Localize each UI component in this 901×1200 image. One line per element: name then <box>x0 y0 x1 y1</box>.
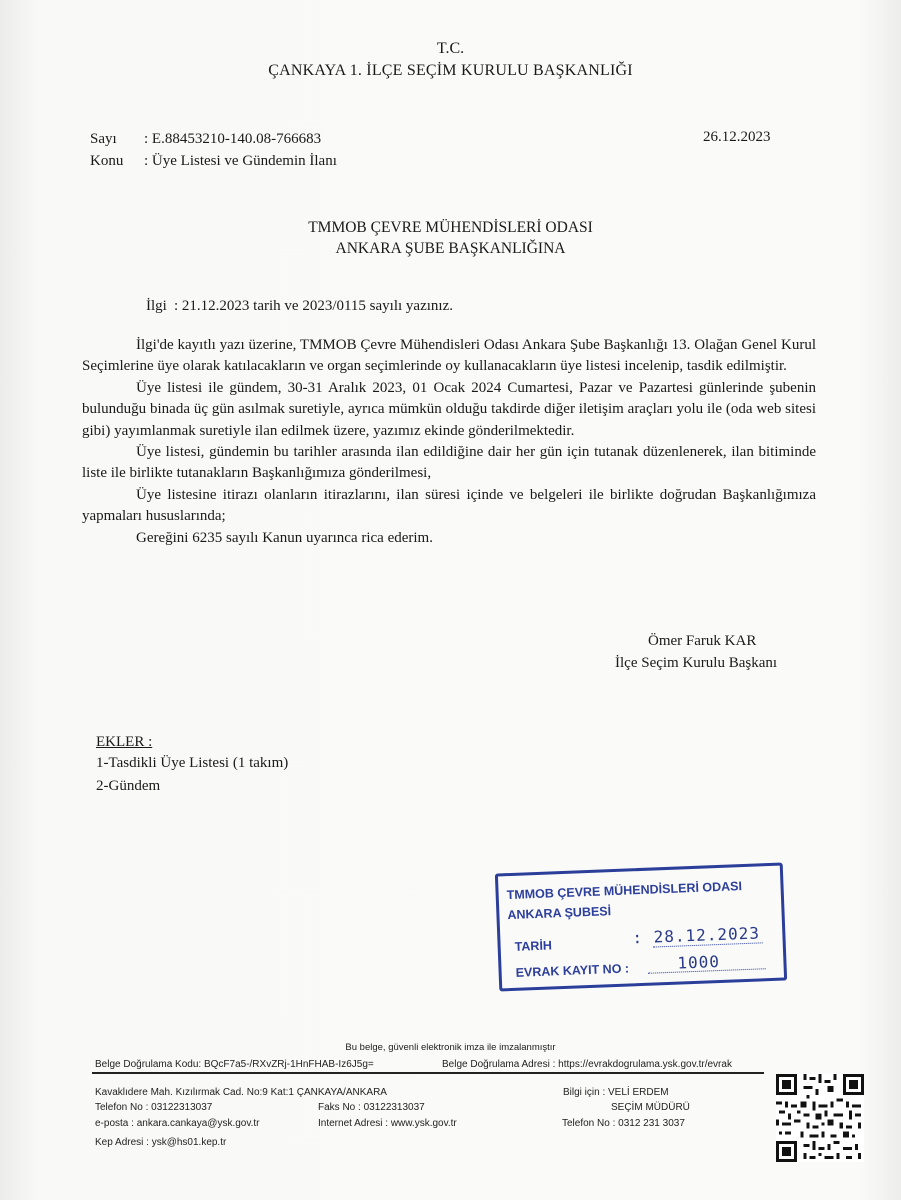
signer-name: Ömer Faruk KAR <box>648 633 757 649</box>
stamp-tarih-value: : 28.12.2023 <box>632 923 761 948</box>
addressee-line2: ANKARA ŞUBE BAŞKANLIĞINA <box>335 240 566 257</box>
sayi-value: : E.88453210-140.08-766683 <box>144 131 322 147</box>
ekler-item: 2-Gündem <box>96 778 161 794</box>
sayi-label: Sayı <box>90 131 117 147</box>
verify-address: Belge Doğrulama Adresi : https://evrakdogrulama.ysk.gov.tr/evrak <box>442 1059 732 1070</box>
verify-code: Belge Doğrulama Kodu: BQcF7a5-/RXvZRj-1HnFHAB-Iz6J5g= <box>95 1059 374 1070</box>
esign-note: Bu belge, güvenli elektronik imza ile imzalanmıştır <box>345 1042 556 1053</box>
header-institution: ÇANKAYA 1. İLÇE SEÇİM KURULU BAŞKANLIĞI <box>268 62 633 79</box>
footer-info-phone: Telefon No : 0312 231 3037 <box>562 1118 685 1129</box>
konu-value: : Üye Listesi ve Gündemin İlanı <box>144 153 337 169</box>
footer-info-label: Bilgi için : VELİ ERDEM <box>563 1087 669 1098</box>
footer-internet: Internet Adresi : www.ysk.gov.tr <box>318 1118 457 1129</box>
letter-body <box>82 335 816 549</box>
addressee-line1: TMMOB ÇEVRE MÜHENDİSLERİ ODASI <box>308 219 593 236</box>
paragraph: Üye listesine itirazı olanların itirazlarını, ilan süresi içinde ve belgeleri ile birlikte doğrudan Başkanlığımıza yapmaları hususlarında; <box>82 486 816 525</box>
paragraph: Üye listesi ile gündem, 30-31 Aralık 2023, 01 Ocak 2024 Cumartesi, Pazar ve Pazartesi günlerinde şubenin bulunduğu binada üç gün asılmak suretiyle, ayrıca mümkün olduğu takdirde diğer iletişim araçları yolu ile (oda web sitesi gibi) yayımlanmak suretiyle ilan edilmek üzere, yazımız ekinde gönderilmektedir. <box>82 379 816 439</box>
footer-address: Kavaklıdere Mah. Kızılırmak Cad. No:9 Kat:1 ÇANKAYA/ANKARA <box>95 1087 387 1098</box>
stamp-tarih-label: TARİH <box>514 938 553 954</box>
qr-code-icon <box>776 1074 864 1162</box>
ilgi-value: : 21.12.2023 tarih ve 2023/0115 sayılı yazınız. <box>174 298 453 314</box>
stamp-evrak-value: 1000 <box>677 952 721 973</box>
header-tc: T.C. <box>436 40 465 57</box>
signer-title: İlçe Seçim Kurulu Başkanı <box>615 655 778 671</box>
paragraph: Üye listesi, gündemin bu tarihler arasında ilan edildiğine dair her gün için tutanak düzenlenerek, ilan bitiminde liste ile birlikte tutanakların Başkanlığımıza gönderilmesi, <box>82 444 816 482</box>
footer-fax: Faks No : 03122313037 <box>318 1102 425 1113</box>
stamp-line1: TMMOB ÇEVRE MÜHENDİSLERİ ODASI <box>506 879 743 903</box>
footer-phone: Telefon No : 03122313037 <box>95 1102 213 1113</box>
registry-stamp <box>495 863 787 992</box>
konu-label: Konu <box>90 153 124 169</box>
ekler-item: 1-Tasdikli Üye Listesi (1 takım) <box>96 755 289 771</box>
paragraph: Gereğini 6235 sayılı Kanun uyarınca rica ederim. <box>136 529 433 546</box>
ilgi-label: İlgi <box>146 298 167 314</box>
ekler-title: EKLER : <box>96 734 153 750</box>
footer-kep: Kep Adresi : ysk@hs01.kep.tr <box>95 1137 227 1148</box>
footer-email: e-posta : ankara.cankaya@ysk.gov.tr <box>95 1118 260 1129</box>
footer-divider <box>92 1072 764 1074</box>
paragraph: İlgi'de kayıtlı yazı üzerine, TMMOB Çevre Mühendisleri Odası Ankara Şube Başkanlığı 13. Olağan Genel Kurul Seçimlerine üye olarak katılacakların ve organ seçimlerinde oy kullanacakların üye listesi incelenip, tasdik edilmiştir. <box>82 337 816 375</box>
footer-info-title: SEÇİM MÜDÜRÜ <box>611 1102 690 1113</box>
stamp-evrak-label: EVRAK KAYIT NO : <box>515 961 630 980</box>
stamp-line2: ANKARA ŞUBESİ <box>507 904 612 923</box>
document-date: 26.12.2023 <box>703 129 771 145</box>
